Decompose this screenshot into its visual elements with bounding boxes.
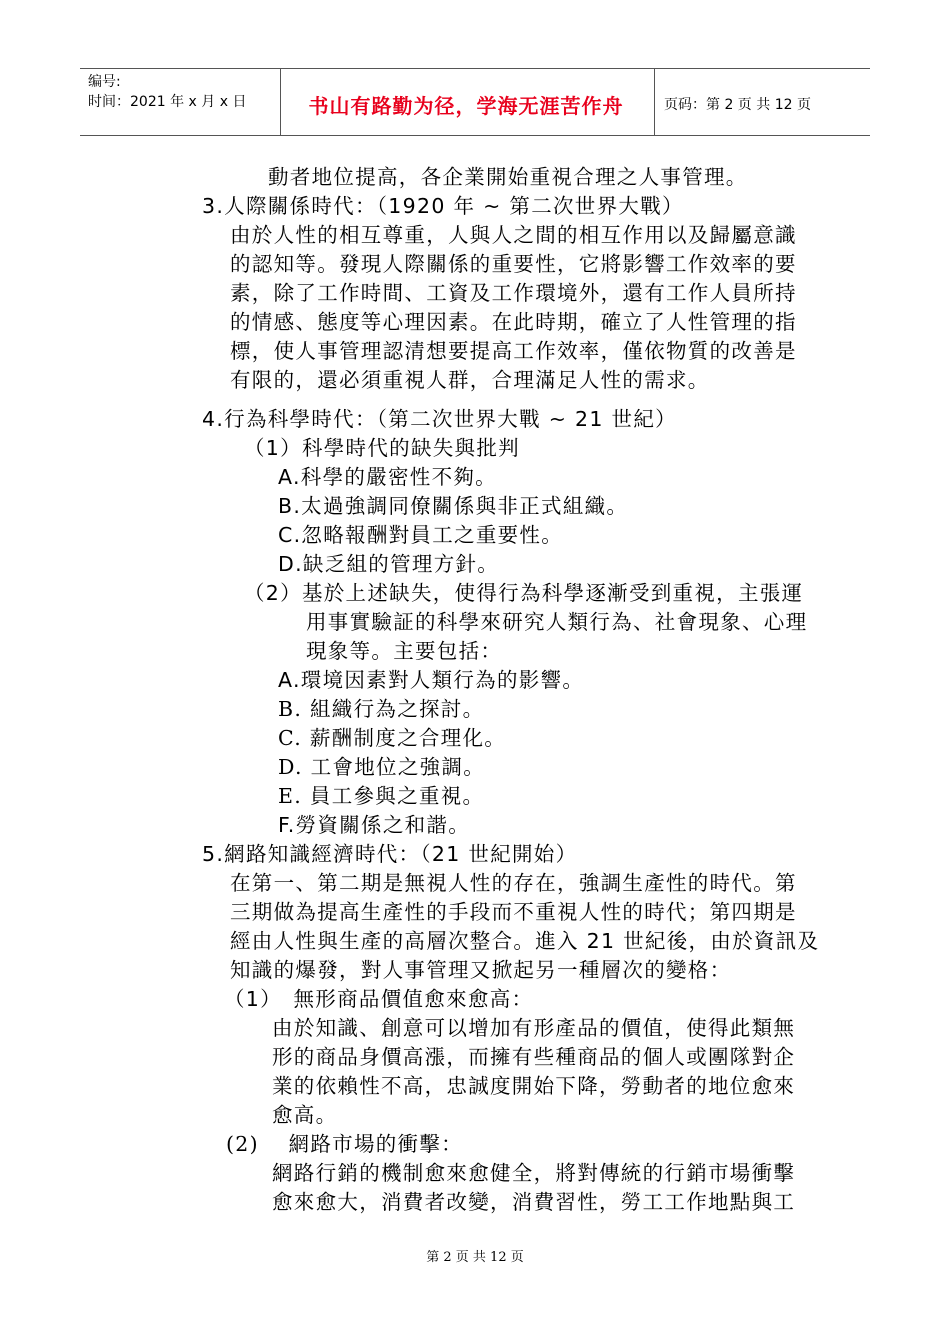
text-line: 三期做為提高生產性的手段而不重視人性的時代；第四期是 <box>230 900 797 924</box>
list-item: F.勞資關係之和諧。 <box>278 813 471 837</box>
text-line: 現象等。主要包括： <box>306 639 503 663</box>
list-item: B. 組織行為之探討。 <box>278 697 485 721</box>
list-item: A.環境因素對人類行為的影響。 <box>278 668 585 692</box>
subsection-heading: (2) 網路市場的衝擊： <box>226 1132 463 1156</box>
header-meta <box>88 72 246 112</box>
header-divider <box>654 68 655 136</box>
text-line: 網路行銷的機制愈來愈健全，將對傳統的行銷市場衝擊 <box>272 1161 796 1185</box>
text-line: 由於知識、創意可以增加有形產品的價值，使得此類無 <box>272 1016 796 1040</box>
text-line: 的情感、態度等心理因素。在此時期，確立了人性管理的指 <box>230 310 797 334</box>
list-item: B.太過強調同僚關係與非正式組織。 <box>278 494 629 518</box>
header-top-rule <box>80 68 870 69</box>
document-date: 时间：2021 年 x 月 x 日 <box>88 94 247 110</box>
page-header <box>80 68 870 136</box>
text-line: 素，除了工作時間、工資及工作環境外，還有工作人員所持 <box>230 281 797 305</box>
subsection-heading: （2）基於上述缺失，使得行為科學逐漸受到重視，主張運 <box>244 581 804 605</box>
list-item: D. 工會地位之強調。 <box>278 755 486 779</box>
section-heading: 3.人際關係時代：（1920 年 ~ 第二次世界大戰） <box>202 194 684 218</box>
text-line: 標，使人事管理認清想要提高工作效率，僅依物質的改善是 <box>230 339 797 363</box>
text-line: 形的商品身價高漲，而擁有些種商品的個人或團隊對企 <box>272 1045 796 1069</box>
list-item: C.忽略報酬對員工之重要性。 <box>278 523 564 547</box>
header-motto: 书山有路勤为径，学海无涯苦作舟 <box>308 94 624 118</box>
text-line: 由於人性的相互尊重，人與人之間的相互作用以及歸屬意識 <box>230 223 797 247</box>
list-item: A.科學的嚴密性不夠。 <box>278 465 497 489</box>
header-bottom-rule <box>80 135 870 136</box>
section-heading: 5.網路知識經濟時代：（21 世紀開始） <box>202 842 578 866</box>
text-line: 用事實驗証的科學來研究人類行為、社會現象、心理 <box>306 610 808 634</box>
text-line: 經由人性與生產的高層次整合。進入 21 世紀後，由於資訊及 <box>230 929 820 953</box>
text-line: 在第一、第二期是無視人性的存在，強調生產性的時代。第 <box>230 871 797 895</box>
section-heading: 4.行為科學時代：（第二次世界大戰 ~ 21 世紀） <box>202 407 677 431</box>
text-line: 愈來愈大，消費者改變，消費習性，勞工工作地點與工 <box>272 1190 796 1214</box>
page-indicator: 页码：第 2 页 共 12 页 <box>664 97 811 113</box>
subsection-heading: （1）科學時代的缺失與批判 <box>244 436 520 460</box>
text-line: 業的依賴性不高，忠誠度開始下降，勞動者的地位愈來 <box>272 1074 796 1098</box>
list-item: C. 薪酬制度之合理化。 <box>278 726 507 750</box>
list-item: D.缺乏組的管理方針。 <box>278 552 500 576</box>
text-line: 愈高。 <box>272 1103 338 1127</box>
subsection-heading: （1） 無形商品價值愈來愈高： <box>224 987 534 1011</box>
text-line: 有限的，還必須重視人群，合理滿足人性的需求。 <box>230 368 710 392</box>
list-item: E. 員工參與之重視。 <box>278 784 485 808</box>
text-line: 知識的爆發，對人事管理又掀起另一種層次的變格： <box>230 958 732 982</box>
document-number: 编号: <box>88 74 121 90</box>
page-footer: 第 2 页 共 12 页 <box>426 1250 524 1265</box>
text-line: 的認知等。發現人際關係的重要性，它將影響工作效率的要 <box>230 252 797 276</box>
text-line: 動者地位提高，各企業開始重視合理之人事管理。 <box>268 165 748 189</box>
